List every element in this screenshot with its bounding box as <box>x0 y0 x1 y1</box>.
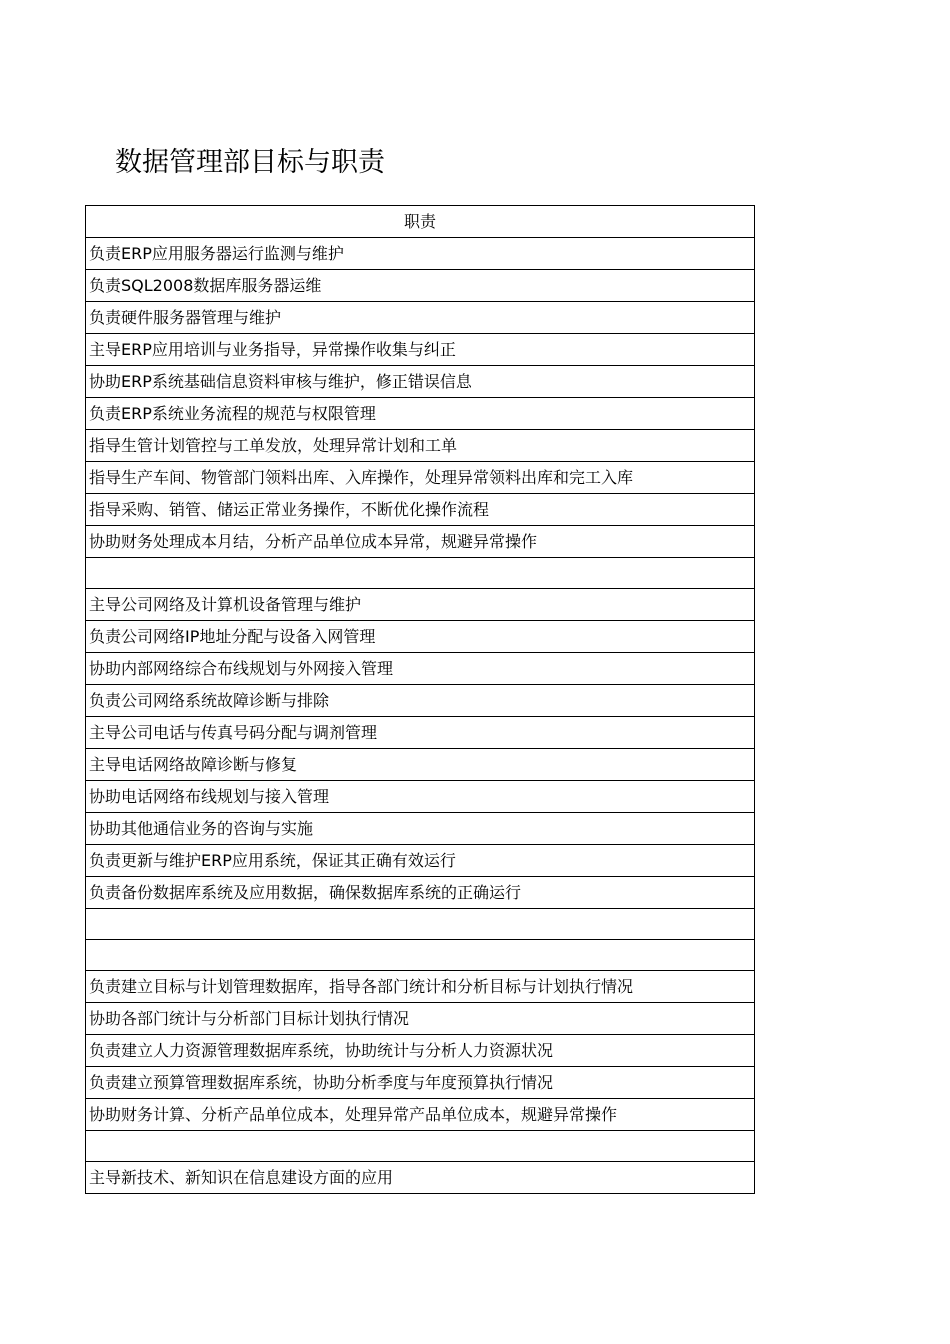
table-row <box>86 1099 755 1131</box>
table-row <box>86 1162 755 1194</box>
duty-cell <box>86 940 755 971</box>
table-row <box>86 653 755 685</box>
duty-cell: 协助其他通信业务的咨询与实施 <box>86 813 755 845</box>
duty-cell: 主导电话网络故障诊断与修复 <box>86 749 755 781</box>
table-row <box>86 302 755 334</box>
table-row <box>86 526 755 558</box>
duty-cell: 主导ERP应用培训与业务指导，异常操作收集与纠正 <box>86 334 755 366</box>
table-row <box>86 971 755 1003</box>
table-row <box>86 398 755 430</box>
duty-cell: 主导新技术、新知识在信息建设方面的应用 <box>86 1162 755 1194</box>
table-row <box>86 621 755 653</box>
column-header-duty: 职责 <box>86 206 755 238</box>
duty-cell: 主导公司网络及计算机设备管理与维护 <box>86 589 755 621</box>
table-header-row <box>86 206 755 238</box>
duty-cell: 协助内部网络综合布线规划与外网接入管理 <box>86 653 755 685</box>
duty-cell: 协助电话网络布线规划与接入管理 <box>86 781 755 813</box>
table-row <box>86 940 755 971</box>
duty-cell: 负责ERP系统业务流程的规范与权限管理 <box>86 398 755 430</box>
duty-cell: 负责公司网络系统故障诊断与排除 <box>86 685 755 717</box>
duty-cell <box>86 909 755 940</box>
table-row <box>86 462 755 494</box>
table-row <box>86 366 755 398</box>
table-row <box>86 494 755 526</box>
duty-cell: 负责公司网络IP地址分配与设备入网管理 <box>86 621 755 653</box>
duty-table <box>85 205 755 1194</box>
table-row <box>86 238 755 270</box>
duty-cell: 协助财务计算、分析产品单位成本，处理异常产品单位成本，规避异常操作 <box>86 1099 755 1131</box>
table-row <box>86 717 755 749</box>
duty-cell: 协助ERP系统基础信息资料审核与维护，修正错误信息 <box>86 366 755 398</box>
duty-cell: 负责建立人力资源管理数据库系统，协助统计与分析人力资源状况 <box>86 1035 755 1067</box>
table-row <box>86 430 755 462</box>
duty-cell <box>86 558 755 589</box>
duty-cell: 负责ERP应用服务器运行监测与维护 <box>86 238 755 270</box>
duty-cell: 指导生产车间、物管部门领料出库、入库操作，处理异常领料出库和完工入库 <box>86 462 755 494</box>
table-row <box>86 1131 755 1162</box>
duty-cell: 协助各部门统计与分析部门目标计划执行情况 <box>86 1003 755 1035</box>
duty-cell: 指导采购、销管、储运正常业务操作，不断优化操作流程 <box>86 494 755 526</box>
table-row <box>86 270 755 302</box>
table-row <box>86 1067 755 1099</box>
table-row <box>86 909 755 940</box>
table-row <box>86 845 755 877</box>
duty-cell <box>86 1131 755 1162</box>
duty-cell: 协助财务处理成本月结，分析产品单位成本异常，规避异常操作 <box>86 526 755 558</box>
table-row <box>86 1003 755 1035</box>
duty-cell: 主导公司电话与传真号码分配与调剂管理 <box>86 717 755 749</box>
duty-cell: 负责建立预算管理数据库系统，协助分析季度与年度预算执行情况 <box>86 1067 755 1099</box>
table-row <box>86 877 755 909</box>
table-row <box>86 749 755 781</box>
table-row <box>86 558 755 589</box>
duty-cell: 负责建立目标与计划管理数据库，指导各部门统计和分析目标与计划执行情况 <box>86 971 755 1003</box>
duty-cell: 指导生管计划管控与工单发放，处理异常计划和工单 <box>86 430 755 462</box>
table-row <box>86 589 755 621</box>
table-row <box>86 781 755 813</box>
duty-cell: 负责备份数据库系统及应用数据，确保数据库系统的正确运行 <box>86 877 755 909</box>
table-row <box>86 334 755 366</box>
duty-cell: 负责硬件服务器管理与维护 <box>86 302 755 334</box>
table-row <box>86 685 755 717</box>
duty-cell: 负责更新与维护ERP应用系统，保证其正确有效运行 <box>86 845 755 877</box>
table-row <box>86 1035 755 1067</box>
table-row <box>86 813 755 845</box>
duty-cell: 负责SQL2008数据库服务器运维 <box>86 270 755 302</box>
page-title: 数据管理部目标与职责 <box>115 147 385 178</box>
